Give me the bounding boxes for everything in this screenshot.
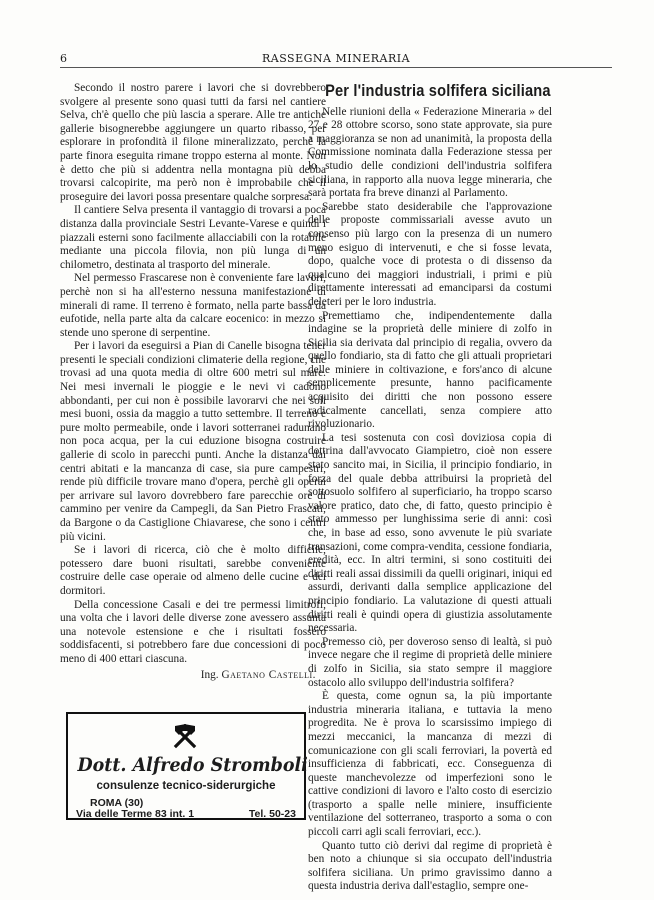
paragraph: Sarebbe stato desiderabile che l'approvazione delle proposte commissariali avesse avuto un consenso più largo con la presenza di un numero meno esiguo di intervenuti, e che si fosse levata, dopo, qualche voce di protesta o di dissenso da qualcuno dei maggiori industriali, i primi e più direttamente interessati ad emanciparsi da costumi deleteri per le loro industria.: [308, 200, 552, 308]
header-rule: [60, 67, 612, 68]
author-signature: [60, 669, 326, 683]
advertisement-box: [66, 712, 306, 820]
paragraph: Della concessione Casali e dei tre permessi limitrofi, una volta che i lavori delle diverse zone avessero assunta una notevole estensione e che i risultati fossero soddisfacenti, si potrebbero fare due concessioni di poco meno di 400 ettari ciascuna.: [60, 598, 326, 665]
advertiser-subtitle: consulenze tecnico-siderurgiche: [96, 780, 276, 792]
crossed-hammers-icon: [170, 720, 200, 750]
paragraph: Se i lavori di ricerca, ciò che è molto difficile, potessero dare buoni risultati, sarebbe conveniente costruire delle case operaie od almeno delle cucine e dei dormitori.: [60, 544, 326, 597]
paragraph: Il cantiere Selva presenta il vantaggio di trovarsi a poca distanza dalla provinciale Sestri Levante-Varese e quindi i piazzali esterni sono facilmente allacciabili con la rotabile mediante una piccola filovia, non più lunga di un chilometro, destinata al trasporto del minerale.: [60, 204, 326, 271]
paragraph: Premettiamo che, indipendentemente dalla indagine se la proprietà delle miniere di zolfo in Sicilia sia derivata dal principio di regalia, ovvero da quello fondiario, sta di fatto che gli attuali proprietari delle miniere in coltivazione, e fors'anco di alcune semplicemente presunte, hanno pacificamente acquisito dei diritti che non possono essere radicalmente cancellati, senza compiere atto rivoluzionario.: [308, 309, 552, 431]
page-number: 6: [60, 52, 68, 65]
paragraph: Quanto tutto ciò derivi dal regime di proprietà è ben noto a chiunque si sia occupato dell'industria solfifera siciliana. Un primo gravissimo danno a questa industria deriva dall'estaglio, sempre one-: [308, 839, 552, 893]
paragraph: Nelle riunioni della « Federazione Mineraria » del 27 e 28 ottobre scorso, sono state approvate, sia pure a maggioranza se non ad unanimità, la proposta della Commissione nominata dalla Federazione stessa per lo studio delle condizioni dell'industria solfifera siciliana, in rapporto alla nuova legge mineraria, che sarà portata fra breve dinanzi al Parlamento.: [308, 105, 552, 200]
running-title: RASSEGNA MINERARIA: [261, 52, 411, 65]
paragraph: La tesi sostenuta con così doviziosa copia di dottrina dall'avvocato Giampietro, cioè non essere stato sancito mai, in Sicilia, il principio fondiario, in forza del quale debba attribuirsi la proprietà del sottosuolo solfifero al superficiario, ha troppo scarso valore pratico, dato che, di fatto, questo principio è stato ammesso per lunghissima serie di anni: così che, in base ad esso, sono avvenute le più svariate transazioni, come compra-vendita, cessione fondiaria, eredità, ecc. In altri termini, si sono costituiti dei diritti reali assai dissimili da quelli originari, iniqui ed assurdi, derivanti dalla semplice applicazione del principio fondiario. La valutazione di questi attuali diritti reali è quindi opera di giustizia assolutamente necessaria.: [308, 431, 552, 635]
paragraph: Nel permesso Frascarese non è conveniente fare lavori, perchè non si ha all'esterno nessuna manifestazione di minerali di rame. Il terreno è formato, nella parte bassa da eufotide, nella parte alta da calcare eocenico: in mezzo si stende uno sperone di serpentine.: [60, 272, 326, 339]
paragraph: Secondo il nostro parere i lavori che si dovrebbero svolgere al presente sono quasi tutti da farsi nel cantiere Selva, ch'è quello che più lascia a sperare. Alle tre antiche gallerie bisognerebbe aggiungere un quarto ribasso, per esplorare in profondità il filone mineralizzato, perchè la parte finora eseguita rimane troppo esterna al monte. Non è detto che più si addentra nella montagna più debba trovarsi calcopirite, ma però non è improbabile che il proseguire dei lavori possa presentare qualche sorpresa.: [60, 82, 326, 203]
running-header: [60, 52, 612, 66]
signature-name: Gaetano Castelli.: [221, 668, 316, 681]
advertiser-address: Via delle Terme 83 int. 1: [76, 808, 195, 820]
advertiser-phone: Tel. 50-23: [248, 808, 296, 820]
article-title: Per l'industria solfifera siciliana: [325, 81, 551, 100]
advertiser-name: Dott. Alfredo Stromboli: [77, 754, 308, 776]
advertiser-city: ROMA (30): [90, 797, 144, 809]
right-column: [308, 81, 552, 894]
paragraph: È questa, come ognun sa, la più importante industria mineraria italiana, e tuttavia la meno progredita. Ne è prova lo scarsissimo impiego di mezzi meccanici, la mancanza di mezzi di comunicazione con gli scali ferroviari, la povertà ed insufficienza di fabbricati, ecc. Conseguenza di queste manchevolezze od imperfezioni sono le cattive condizioni di lavoro e l'alto costo di esercizio (trasporto a spalle nelle miniere, insufficiente ventilazione del sotterraneo, trasporto a soma o con piccoli carri agli scali ferroviari, ecc.).: [308, 690, 552, 839]
paragraph: Per i lavori da eseguirsi a Pian di Canelle bisogna tener presenti le speciali condizioni climaterie della regione, che trovasi ad una quota media di oltre 600 metri sul mare. Nei mesi invernali le pioggie e le nevi vi cadono abbondanti, per cui non è possibile lavorarvi che nei soli mesi buoni, ossia da maggio a tutto settembre. Il terreno è pure molto permeabile, onde i lavori sotterranei radunano non poca acqua, per la cui eduzione bisogna costruire gallerie di scolo in parecchi punti. Anche la distanza dai centri abitati e la mancanza di case, sia pure campestri, rende più difficile trovare mano d'opera, perchè gli operai per arrivare sul lavoro dovrebbero fare parecchie ore di cammino per venire da Campegli, da San Pietro Frascati, da Bargone o da Castiglione Chiavarese, che sono i centri più vicini.: [60, 340, 326, 543]
signature-prefix: Ing.: [200, 668, 219, 681]
left-column: [60, 82, 326, 682]
paragraph: Premesso ciò, per doveroso senso di lealtà, si può invece negare che il regime di proprietà delle miniere di zolfo in Sicilia, sia stato sempre il maggiore ostacolo allo sviluppo dell'industria solfifera?: [308, 635, 552, 689]
